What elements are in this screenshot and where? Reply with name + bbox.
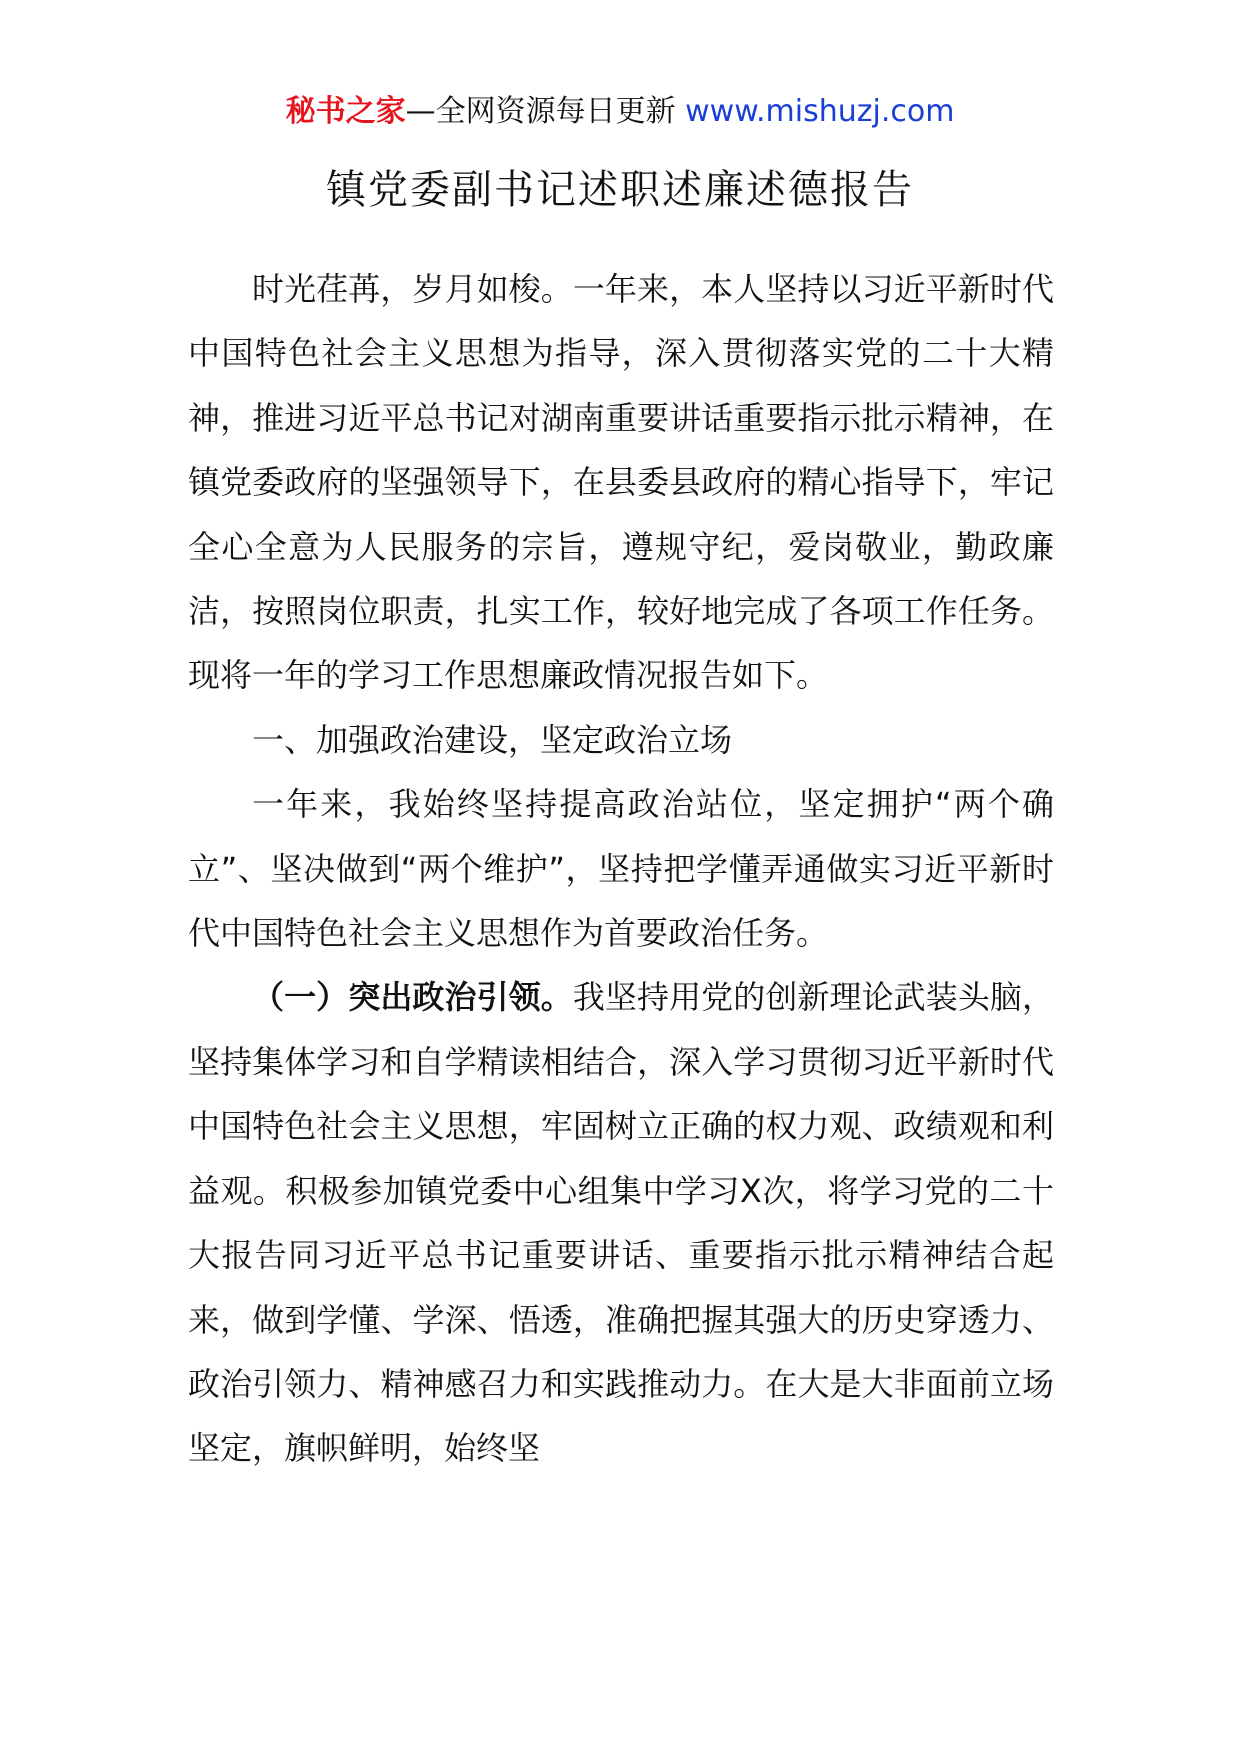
intro-paragraph: 时光荏苒，岁月如梭。一年来，本人坚持以习近平新时代中国特色社会主义思想为指导，深入贯彻落实党的二十大精神，推进习近平总书记对湖南重要讲话重要指示批示精神，在镇党委政府的坚强领导下，在县委县政府的精心指导下，牢记全心全意为人民服务的宗旨，遵规守纪，爱岗敬业，勤政廉洁，按照岗位职责，扎实工作，较好地完成了各项工作任务。现将一年的学习工作思想廉政情况报告如下。 (188, 270, 1054, 695)
section-heading: 一、加强政治建设，坚定政治立场 (252, 720, 733, 759)
site-url-link[interactable]: www.mishuzj.com (685, 94, 955, 129)
site-tagline: —全网资源每日更新 (405, 94, 676, 129)
subsection-paragraph (188, 965, 1054, 1480)
subsection-heading: （一）突出政治引领。 (252, 978, 573, 1017)
site-brand: 秘书之家 (285, 94, 406, 129)
subsection-body: 我坚持用党的创新理论武装头脑，坚持集体学习和自学精读相结合，深入学习贯彻习近平新时代中国特色社会主义思想，牢固树立正确的权力观、政绩观和利益观。积极参加镇党委中心组集中学习X次，将学习党的二十大报告同习近平总书记重要讲话、重要指示批示精神结合起来，做到学懂、学深、悟透，准确把握其强大的历史穿透力、政治引领力、精神感召力和实践推动力。在大是大非面前立场坚定，旗帜鲜明，始终坚 (188, 978, 1054, 1468)
site-header (0, 92, 1240, 132)
section-paragraph: 一年来，我始终坚持提高政治站位，坚定拥护“两个确立”、坚决做到“两个维护”，坚持把学懂弄通做实习近平新时代中国特色社会主义思想作为首要政治任务。 (188, 785, 1054, 953)
document-title: 镇党委副书记述职述廉述德报告 (326, 167, 914, 213)
document-body (188, 257, 1054, 1481)
